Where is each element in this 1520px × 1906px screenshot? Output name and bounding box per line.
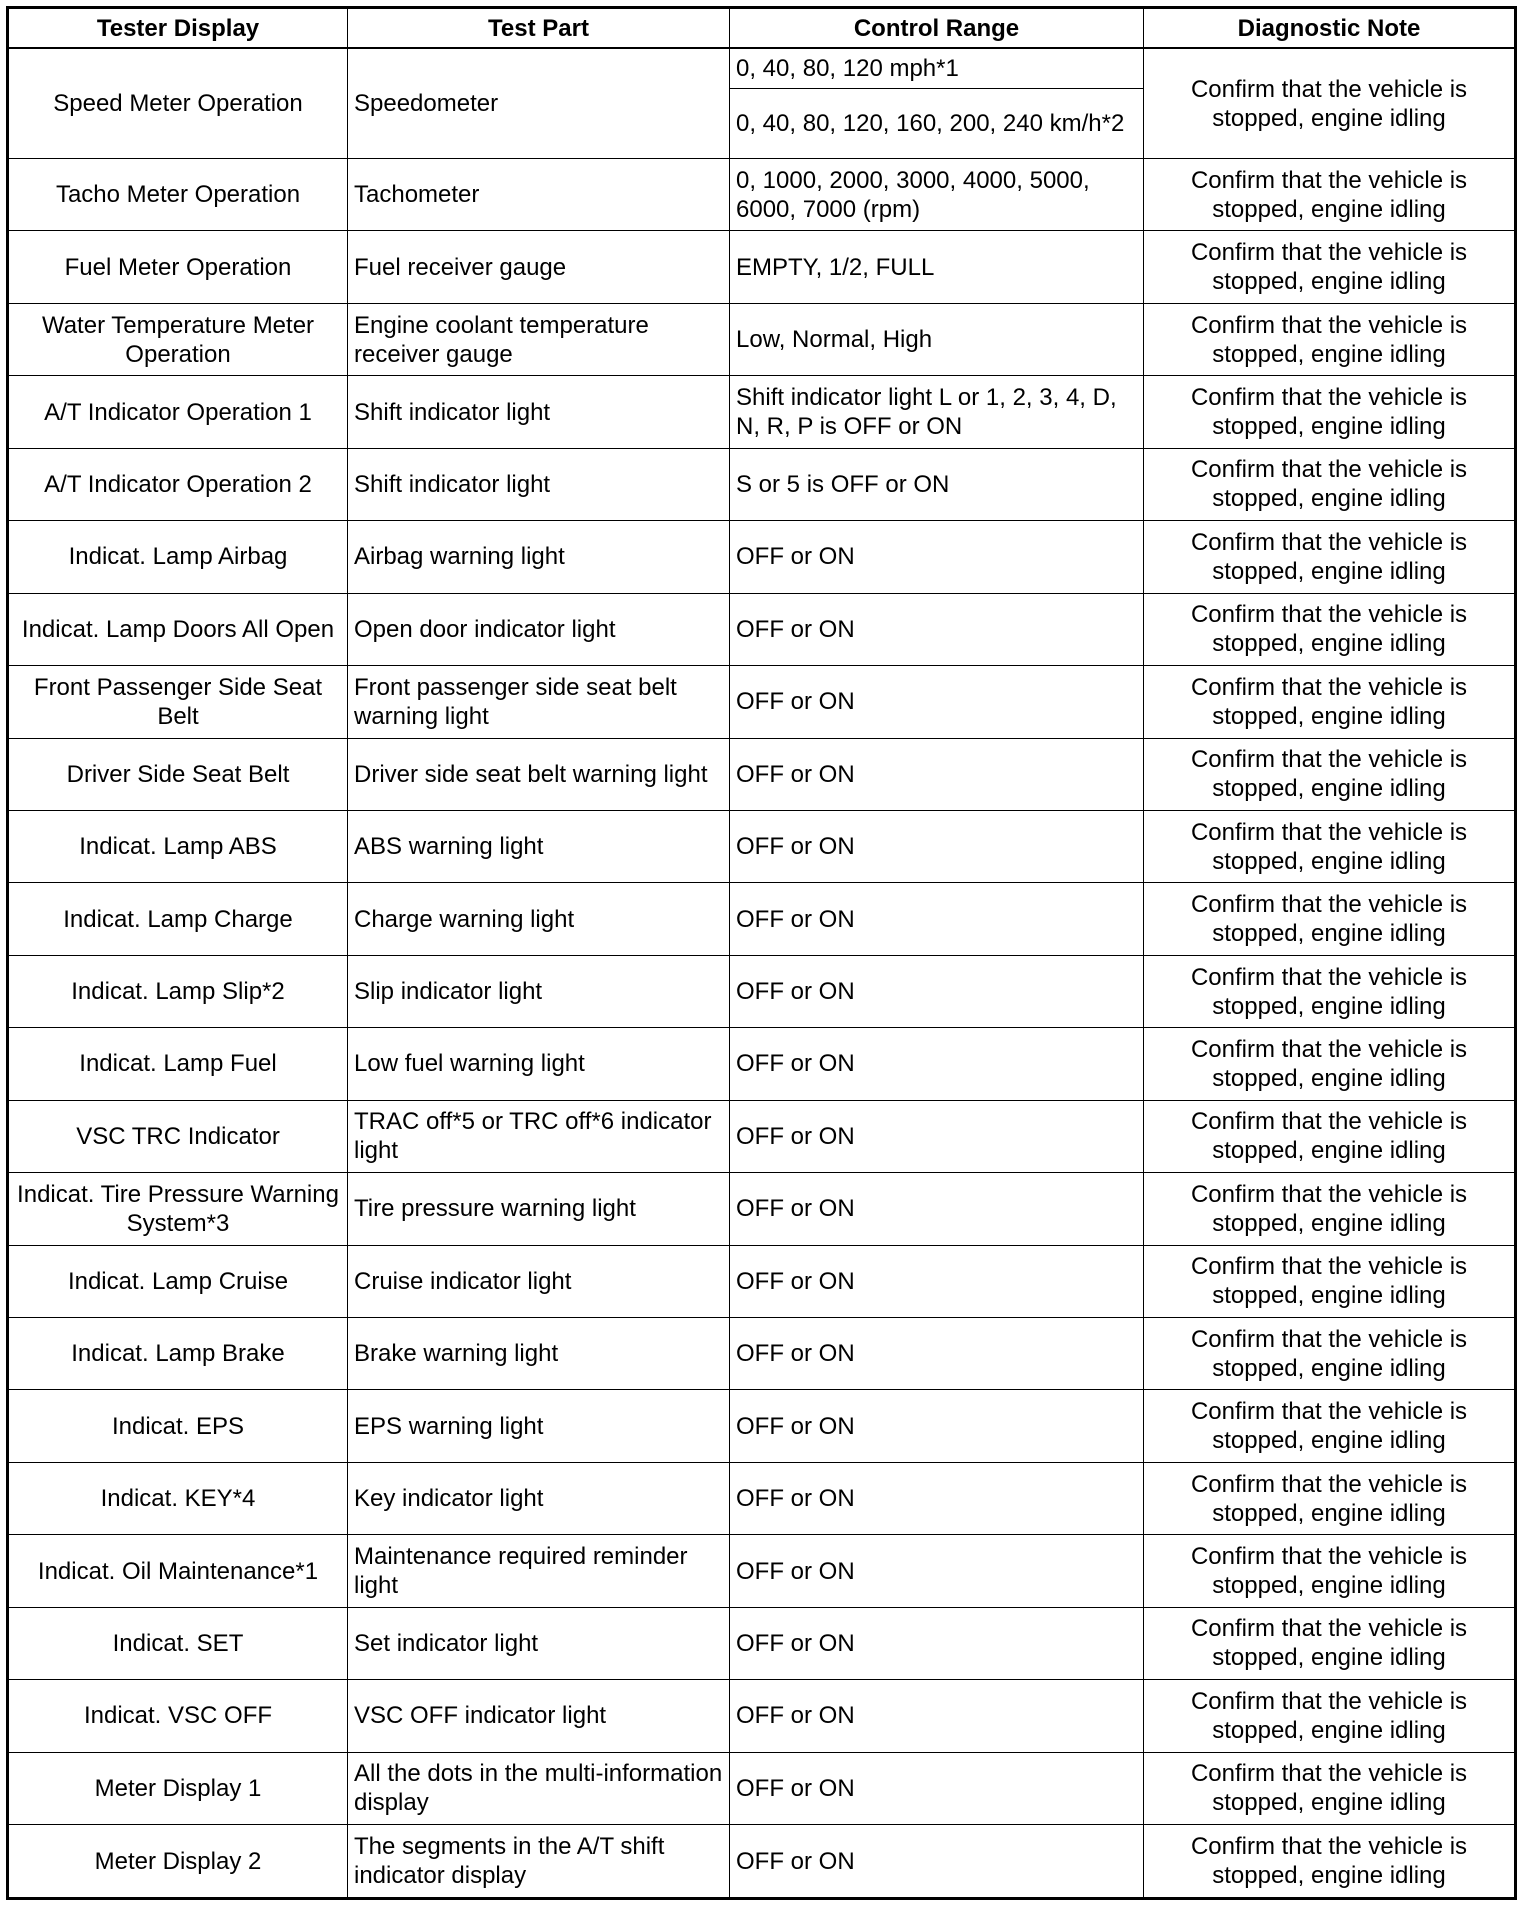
header-diagnostic-note: Diagnostic Note: [1144, 8, 1516, 49]
cell-tester-display: Indicat. Lamp Slip*2: [8, 955, 348, 1027]
cell-control-range: OFF or ON: [730, 1607, 1144, 1679]
cell-tester-display: Indicat. Lamp Fuel: [8, 1028, 348, 1100]
cell-test-part: Cruise indicator light: [348, 1245, 730, 1317]
cell-diagnostic-note: Confirm that the vehicle is stopped, engine idling: [1144, 1535, 1516, 1607]
cell-test-part: Airbag warning light: [348, 521, 730, 593]
cell-tester-display: Meter Display 2: [8, 1825, 348, 1899]
cell-tester-display: Indicat. Lamp Doors All Open: [8, 593, 348, 665]
cell-tester-display: Front Passenger Side Seat Belt: [8, 666, 348, 738]
table-row: [8, 1390, 1516, 1462]
cell-diagnostic-note: Confirm that the vehicle is stopped, engine idling: [1144, 1173, 1516, 1245]
cell-diagnostic-note: Confirm that the vehicle is stopped, engine idling: [1144, 1825, 1516, 1899]
cell-test-part: Slip indicator light: [348, 955, 730, 1027]
cell-diagnostic-note: Confirm that the vehicle is stopped, engine idling: [1144, 666, 1516, 738]
cell-control-range: OFF or ON: [730, 666, 1144, 738]
cell-diagnostic-note: Confirm that the vehicle is stopped, engine idling: [1144, 303, 1516, 375]
cell-control-range: OFF or ON: [730, 955, 1144, 1027]
table-row: [8, 666, 1516, 738]
cell-control-range: S or 5 is OFF or ON: [730, 448, 1144, 520]
table-row: [8, 810, 1516, 882]
cell-diagnostic-note: Confirm that the vehicle is stopped, engine idling: [1144, 1245, 1516, 1317]
cell-test-part: Front passenger side seat belt warning light: [348, 666, 730, 738]
table-row: [8, 1028, 1516, 1100]
table-row: [8, 1535, 1516, 1607]
cell-diagnostic-note: Confirm that the vehicle is stopped, engine idling: [1144, 593, 1516, 665]
cell-control-range: OFF or ON: [730, 883, 1144, 955]
cell-diagnostic-note: Confirm that the vehicle is stopped, engine idling: [1144, 376, 1516, 448]
cell-tester-display: Indicat. Lamp Brake: [8, 1318, 348, 1390]
cell-tester-display: A/T Indicator Operation 1: [8, 376, 348, 448]
cell-test-part: Key indicator light: [348, 1462, 730, 1534]
cell-tester-display: Indicat. EPS: [8, 1390, 348, 1462]
cell-tester-display: A/T Indicator Operation 2: [8, 448, 348, 520]
cell-control-range: OFF or ON: [730, 1028, 1144, 1100]
cell-control-range: OFF or ON: [730, 1245, 1144, 1317]
cell-diagnostic-note: Confirm that the vehicle is stopped, engine idling: [1144, 810, 1516, 882]
cell-test-part: Tire pressure warning light: [348, 1173, 730, 1245]
cell-control-range: OFF or ON: [730, 1680, 1144, 1752]
table-row: [8, 303, 1516, 375]
cell-test-part: Engine coolant temperature receiver gauge: [348, 303, 730, 375]
cell-diagnostic-note: Confirm that the vehicle is stopped, engine idling: [1144, 1318, 1516, 1390]
cell-diagnostic-note: Confirm that the vehicle is stopped, engine idling: [1144, 1752, 1516, 1824]
table-row: [8, 1100, 1516, 1172]
cell-test-part: The segments in the A/T shift indicator display: [348, 1825, 730, 1899]
header-row: [8, 8, 1516, 49]
cell-test-part: VSC OFF indicator light: [348, 1680, 730, 1752]
cell-diagnostic-note: Confirm that the vehicle is stopped, engine idling: [1144, 159, 1516, 231]
table-row: [8, 1680, 1516, 1752]
table-row: [8, 1825, 1516, 1899]
table-row: [8, 231, 1516, 303]
cell-tester-display: Fuel Meter Operation: [8, 231, 348, 303]
cell-diagnostic-note: Confirm that the vehicle is stopped, engine idling: [1144, 955, 1516, 1027]
cell-diagnostic-note: Confirm that the vehicle is stopped, engine idling: [1144, 738, 1516, 810]
cell-control-range: OFF or ON: [730, 1752, 1144, 1824]
cell-test-part: Open door indicator light: [348, 593, 730, 665]
header-control-range: Control Range: [730, 8, 1144, 49]
table-row: [8, 1462, 1516, 1534]
cell-control-range-kmh: 0, 40, 80, 120, 160, 200, 240 km/h*2: [730, 89, 1144, 159]
cell-diagnostic-note: Confirm that the vehicle is stopped, engine idling: [1144, 48, 1516, 159]
cell-test-part: Set indicator light: [348, 1607, 730, 1679]
cell-diagnostic-note: Confirm that the vehicle is stopped, engine idling: [1144, 1462, 1516, 1534]
cell-control-range: OFF or ON: [730, 1100, 1144, 1172]
cell-test-part: Driver side seat belt warning light: [348, 738, 730, 810]
table-row: [8, 1607, 1516, 1679]
cell-tester-display: Indicat. KEY*4: [8, 1462, 348, 1534]
cell-tester-display: Indicat. Lamp Airbag: [8, 521, 348, 593]
cell-test-part: TRAC off*5 or TRC off*6 indicator light: [348, 1100, 730, 1172]
table-row: [8, 1245, 1516, 1317]
table-row: [8, 521, 1516, 593]
cell-test-part: Brake warning light: [348, 1318, 730, 1390]
cell-tester-display: Meter Display 1: [8, 1752, 348, 1824]
cell-control-range: OFF or ON: [730, 1462, 1144, 1534]
cell-diagnostic-note: Confirm that the vehicle is stopped, engine idling: [1144, 521, 1516, 593]
cell-diagnostic-note: Confirm that the vehicle is stopped, engine idling: [1144, 1607, 1516, 1679]
cell-test-part: Speedometer: [348, 48, 730, 159]
cell-control-range: OFF or ON: [730, 521, 1144, 593]
cell-tester-display: Indicat. Oil Maintenance*1: [8, 1535, 348, 1607]
cell-control-range: OFF or ON: [730, 1318, 1144, 1390]
cell-control-range: OFF or ON: [730, 1173, 1144, 1245]
cell-diagnostic-note: Confirm that the vehicle is stopped, engine idling: [1144, 231, 1516, 303]
cell-tester-display: Indicat. Lamp ABS: [8, 810, 348, 882]
cell-diagnostic-note: Confirm that the vehicle is stopped, engine idling: [1144, 1028, 1516, 1100]
cell-control-range: EMPTY, 1/2, FULL: [730, 231, 1144, 303]
table-row: [8, 1318, 1516, 1390]
cell-test-part: Shift indicator light: [348, 376, 730, 448]
cell-control-range: OFF or ON: [730, 1535, 1144, 1607]
cell-test-part: All the dots in the multi-information display: [348, 1752, 730, 1824]
cell-test-part: Charge warning light: [348, 883, 730, 955]
cell-control-range: OFF or ON: [730, 810, 1144, 882]
table-row: [8, 738, 1516, 810]
cell-tester-display: Tacho Meter Operation: [8, 159, 348, 231]
table-body: [8, 48, 1516, 1899]
cell-control-range: Low, Normal, High: [730, 303, 1144, 375]
header-test-part: Test Part: [348, 8, 730, 49]
cell-diagnostic-note: Confirm that the vehicle is stopped, engine idling: [1144, 1100, 1516, 1172]
cell-diagnostic-note: Confirm that the vehicle is stopped, engine idling: [1144, 448, 1516, 520]
cell-control-range-mph: 0, 40, 80, 120 mph*1: [730, 48, 1144, 89]
cell-test-part: Maintenance required reminder light: [348, 1535, 730, 1607]
table-row: [8, 883, 1516, 955]
cell-test-part: Tachometer: [348, 159, 730, 231]
table-row: [8, 593, 1516, 665]
cell-tester-display: Driver Side Seat Belt: [8, 738, 348, 810]
cell-diagnostic-note: Confirm that the vehicle is stopped, engine idling: [1144, 1390, 1516, 1462]
table-row: [8, 1173, 1516, 1245]
cell-control-range: OFF or ON: [730, 593, 1144, 665]
table-row: [8, 48, 1516, 89]
cell-test-part: EPS warning light: [348, 1390, 730, 1462]
cell-diagnostic-note: Confirm that the vehicle is stopped, engine idling: [1144, 883, 1516, 955]
cell-test-part: ABS warning light: [348, 810, 730, 882]
cell-tester-display: VSC TRC Indicator: [8, 1100, 348, 1172]
cell-tester-display: Indicat. VSC OFF: [8, 1680, 348, 1752]
cell-tester-display: Indicat. Lamp Cruise: [8, 1245, 348, 1317]
cell-tester-display: Indicat. Tire Pressure Warning System*3: [8, 1173, 348, 1245]
cell-control-range: OFF or ON: [730, 738, 1144, 810]
table-row: [8, 955, 1516, 1027]
cell-tester-display: Water Temperature Meter Operation: [8, 303, 348, 375]
cell-tester-display: Indicat. SET: [8, 1607, 348, 1679]
cell-test-part: Fuel receiver gauge: [348, 231, 730, 303]
header-tester-display: Tester Display: [8, 8, 348, 49]
cell-control-range: OFF or ON: [730, 1390, 1144, 1462]
cell-test-part: Shift indicator light: [348, 448, 730, 520]
table-row: [8, 159, 1516, 231]
table-row: [8, 376, 1516, 448]
cell-control-range: Shift indicator light L or 1, 2, 3, 4, D, N, R, P is OFF or ON: [730, 376, 1144, 448]
active-test-table: [6, 6, 1517, 1900]
cell-tester-display: Indicat. Lamp Charge: [8, 883, 348, 955]
table-row: [8, 448, 1516, 520]
cell-tester-display: Speed Meter Operation: [8, 48, 348, 159]
table-row: [8, 1752, 1516, 1824]
cell-test-part: Low fuel warning light: [348, 1028, 730, 1100]
cell-control-range: 0, 1000, 2000, 3000, 4000, 5000, 6000, 7000 (rpm): [730, 159, 1144, 231]
cell-control-range: OFF or ON: [730, 1825, 1144, 1899]
cell-diagnostic-note: Confirm that the vehicle is stopped, engine idling: [1144, 1680, 1516, 1752]
